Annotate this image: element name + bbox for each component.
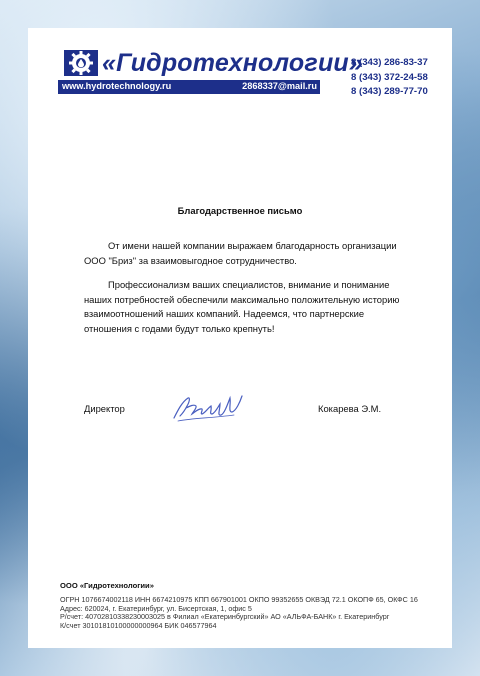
contact-bar [58, 80, 320, 94]
signer-name: Кокарева Э.М. [318, 403, 382, 414]
letter-paragraph: От имени нашей компании выражаем благодарность организации ООО "Бриз" за взаимовыгодное сотрудничество. [84, 240, 397, 266]
gear-drop-logo-icon [64, 48, 98, 78]
footer-company-name: ООО «Гидротехнологии» [60, 581, 154, 590]
phone-number: 8 (343) 289-77-70 [351, 86, 428, 98]
bank-account-line: Р/счет: 40702810338230003025 в Филиал «Екатеринбургский» АО «АЛЬФА-БАНК» г. Екатеринбург [60, 612, 390, 622]
company-requisites [60, 581, 450, 630]
signer-position: Директор [84, 403, 125, 414]
phone-list [351, 56, 428, 100]
requisites-line: ОГРН 1076674002118 ИНН 6674210975 КПП 667901001 ОКПО 99352655 ОКВЭД 72.1 ОКОПФ 65, ОКФС 16 [60, 595, 418, 604]
email-link[interactable]: 2868337@mail.ru [242, 81, 317, 91]
letter-paragraph: Профессионализм ваших специалистов, внимание и понимание наших потребностей обеспечили максимально положительную историю взаимоотношений наших компаний. Надеемся, что партнерские отношения с годами будут только крепнуть! [84, 279, 400, 334]
company-logo-text: «Гидротехнологии» [102, 49, 363, 77]
correspondent-account-line: К/счет 30101810100000000964 БИК 046577964 [60, 620, 217, 630]
letter-title: Благодарственное письмо [177, 205, 303, 216]
website-link[interactable]: www.hydrotechnology.ru [62, 81, 172, 91]
handwritten-signature [168, 388, 248, 428]
address-line: Адрес: 620024, г. Екатеринбург, ул. Бисертская, 1, офис 5 [60, 603, 252, 613]
phone-number: 8 (343) 286-83-37 [351, 57, 428, 68]
phone-number: 8 (343) 372-24-58 [351, 71, 428, 83]
letter-sheet [28, 28, 452, 648]
